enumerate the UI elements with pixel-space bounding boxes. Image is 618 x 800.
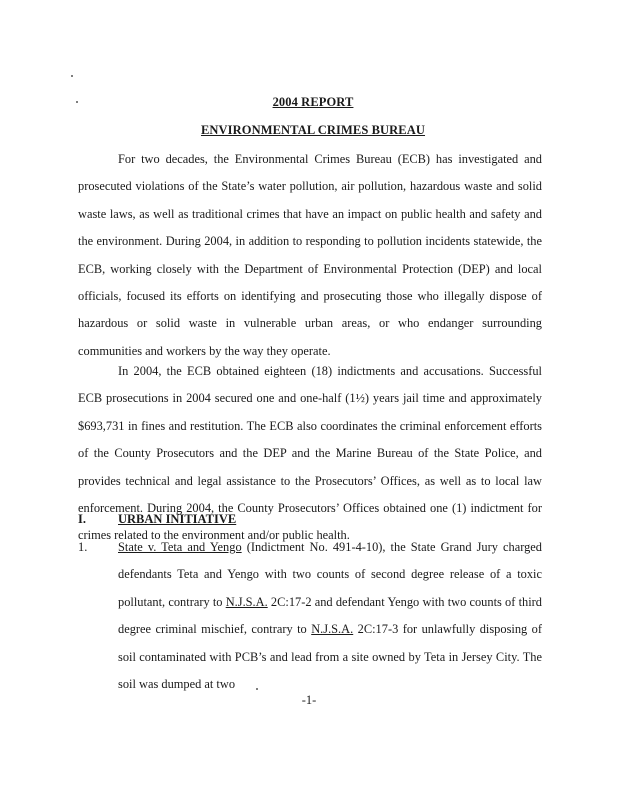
item-text [118, 534, 542, 698]
intro-paragraph: For two decades, the Environmental Crimes Bureau (ECB) has investigated and prosecuted violations of the State’s water pollution, air pollution, hazardous waste and solid waste laws, as well as traditional crimes that have an impact on public health and safety and the environment. During 2004, in addition to responding to pollution incidents statewide, the ECB, working closely with the Department of Environmental Protection (DEP) and local officials, focused its efforts on identifying and prosecuting those who illegally dispose of hazardous or solid waste in vulnerable urban areas, or who endanger surrounding communities and workers by the way they operate. [78, 152, 542, 358]
page-number: -1- [301, 693, 317, 707]
scan-speck [256, 688, 258, 690]
statute-citation: N.J.S.A. [311, 622, 354, 637]
bureau-title: ENVIRONMENTAL CRIMES BUREAU [200, 123, 426, 137]
section-label: URBAN INITIATIVE [118, 512, 237, 526]
item-number: 1. [78, 540, 88, 554]
scan-speck [71, 75, 73, 77]
statute-citation: N.J.S.A. [225, 594, 268, 609]
section-number: I. [78, 512, 86, 526]
statistics-paragraph: In 2004, the ECB obtained eighteen (18) indictments and accusations. Successful ECB prosecutions in 2004 secured one and one-half (1½) years jail time and approximately $693,731 in fines and restitution. The ECB also coordinates the criminal enforcement efforts of the County Prosecutors and the DEP and the Marine Bureau of the State Police, and provides technical and legal assistance to the Prosecutors’ Offices, as well as to local law enforcement. During 2004, the County Prosecutors’ Offices obtained one (1) indictment for crimes related to the environment and/or public health. [78, 364, 542, 543]
report-year-title: 2004 REPORT [272, 95, 354, 109]
item-text-part-a: (Indictment No. 491-4-10), the State Grand Jury charged defendants Teta and Yengo with two counts of second degree release of a toxic pollutant, contrary to [118, 540, 542, 609]
scan-speck [76, 101, 78, 103]
case-name: State v. Teta and Yengo [118, 540, 242, 554]
item-text-part-c: 2C:17-3 for unlawfully disposing of soil contaminated with PCB’s and lead from a site owned by Teta in Jersey City. The soil was dumped at two [118, 622, 542, 692]
item-text-part-b: 2C:17-2 and defendant Yengo with two counts of third degree criminal mischief, contrary to [118, 594, 542, 637]
